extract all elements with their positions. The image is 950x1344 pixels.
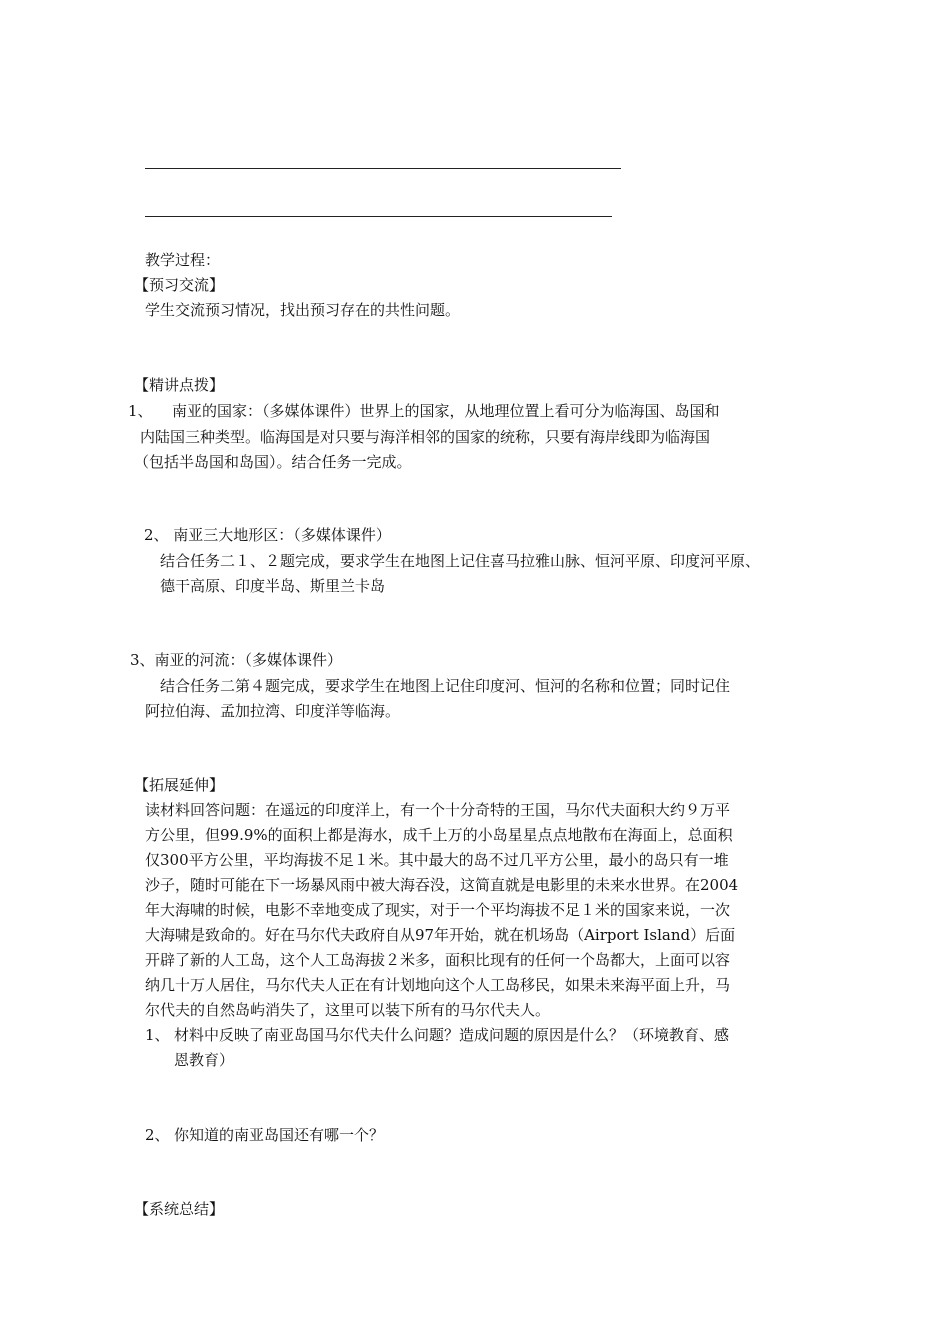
summary-heading: 【系统总结】 — [134, 1200, 225, 1218]
question-2-text: 你知道的南亚岛国还有哪一个？ — [174, 1126, 385, 1144]
extension-material-line: 沙子，随时可能在下一场暴风雨中被大海吞没，这简直就是电影里的未来水世界。在2004 — [145, 876, 739, 894]
lecture-heading: 【精讲点拨】 — [134, 376, 225, 394]
question-1-line: 材料中反映了南亚岛国马尔代夫什么问题？造成问题的原因是什么？（环境教育、感 — [174, 1026, 730, 1044]
lecture-item-1-number: 1、 — [128, 402, 153, 420]
question-1-line: 恩教育） — [174, 1051, 235, 1069]
lecture-item-1-line: 南亚的国家：（多媒体课件）世界上的国家，从地理位置上看可分为临海国、岛国和 — [172, 402, 720, 420]
extension-material-line: 方公里，但99.9%的面积上都是海水，成千上万的小岛星星点点地散布在海面上，总面积 — [145, 826, 733, 844]
extension-material-line: 读材料回答问题：在遥远的印度洋上，有一个十分奇特的王国，马尔代夫面积大约９万平 — [145, 801, 731, 819]
lecture-item-1-line: 内陆国三种类型。临海国是对只要与海洋相邻的国家的统称，只要有海岸线即为临海国 — [140, 428, 711, 446]
extension-material-line: 开辟了新的人工岛，这个人工岛海拔２米多，面积比现有的任何一个岛都大，上面可以容 — [145, 951, 731, 969]
lecture-item-3-line: 阿拉伯海、孟加拉湾、印度洋等临海。 — [145, 702, 401, 720]
extension-material-line: 尔代夫的自然岛屿消失了，这里可以装下所有的马尔代夫人。 — [145, 1001, 551, 1019]
lecture-item-3-title: 3、南亚的河流：（多媒体课件） — [130, 651, 343, 669]
extension-material-line: 年大海啸的时候，电影不幸地变成了现实，对于一个平均海拔不足１米的国家来说，一次 — [145, 901, 731, 919]
lecture-item-3-line: 结合任务二第４题完成，要求学生在地图上记住印度河、恒河的名称和位置；同时记住 — [160, 677, 731, 695]
lecture-item-1-line: （包括半岛国和岛国）。结合任务一完成。 — [134, 453, 412, 471]
process-heading: 教学过程： — [145, 251, 221, 269]
blank-answer-line — [145, 168, 621, 169]
lecture-item-2-line: 德干高原、印度半岛、斯里兰卡岛 — [160, 577, 386, 595]
extension-material-line: 仅300平方公里，平均海拔不足１米。其中最大的岛不过几平方公里，最小的岛只有一堆 — [145, 851, 729, 869]
blank-answer-line — [145, 216, 612, 217]
lecture-item-2-title: 2、 南亚三大地形区：（多媒体课件） — [144, 526, 391, 544]
extension-heading: 【拓展延伸】 — [134, 776, 225, 794]
lecture-item-2-line: 结合任务二１、２题完成，要求学生在地图上记住喜马拉雅山脉、恒河平原、印度河平原、 — [160, 552, 761, 570]
question-2-number: 2、 — [145, 1126, 170, 1144]
preview-text: 学生交流预习情况，找出预习存在的共性问题。 — [145, 301, 461, 319]
preview-heading: 【预习交流】 — [134, 276, 225, 294]
extension-material-line: 大海啸是致命的。好在马尔代夫政府自从97年开始，就在机场岛（Airport Island）后面 — [145, 926, 736, 944]
extension-material-line: 纳几十万人居住，马尔代夫人正在有计划地向这个人工岛移民，如果未来海平面上升，马 — [145, 976, 731, 994]
question-1-number: 1、 — [145, 1026, 170, 1044]
